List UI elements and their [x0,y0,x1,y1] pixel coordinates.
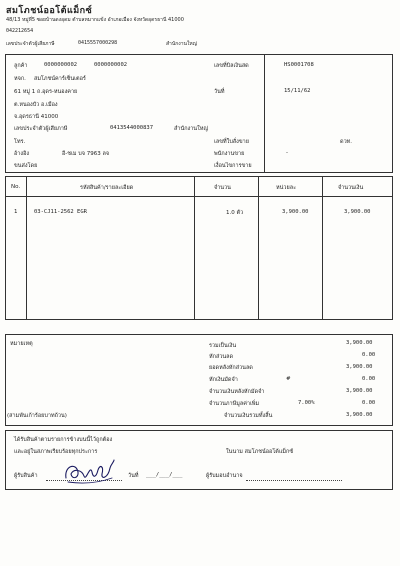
company-name: สมโภชน์ออโต้แม็กซ์ [6,6,93,16]
doc-salesman: - [286,150,288,156]
header-description: รหัสสินค้า/รายละเอียด [80,185,134,191]
items-header-line [5,196,393,197]
authorized-label: ผู้รับมอบอำนาจ [206,473,243,479]
handwritten-signature [62,456,118,486]
customer-code-2: 0000000002 [94,62,128,68]
authorized-sign-line [246,480,342,481]
row-quantity: 1.0 ตัว [226,210,244,216]
doc-no: HS0001708 [284,62,314,68]
summary-label-2: ยอดหลังหักส่วนลด [209,365,253,371]
summary-value-1: 0.00 [362,352,376,358]
summary-extra-3: # [286,376,291,382]
customer-tax-id: 0413544000837 [110,125,154,131]
col-divider-4 [322,176,323,320]
customer-name: สมโภชน์คาร์เซ็นเตอร์ [34,76,86,82]
customer-prefix: หจก. [14,76,26,82]
summary-label-5: จำนวนภาษีมูลค่าเพิ่ม [209,401,260,407]
row-unit-price: 3,900.00 [282,209,309,215]
summary-value-2: 3,900.00 [346,364,373,370]
row-amount: 3,900.00 [344,209,371,215]
doc-no-label: เลขที่บิลเงินสด [214,63,249,69]
company-tax-label: เลขประจำตัวผู้เสียภาษี [6,41,55,47]
customer-divider [264,54,265,173]
customer-code: 0000000002 [44,62,78,68]
customer-code-label: ลูกค้า [14,63,28,69]
remark-label: หมายเหตุ [10,341,33,347]
summary-label-3: หักเงินมัดจำ [209,377,238,383]
items-table [5,176,393,320]
col-divider-2 [194,176,195,320]
doc-sale-no-label: เลขที่ใบสั่งขาย [214,139,249,145]
summary-value-3: 0.00 [362,376,376,382]
doc-term-label: เงื่อนไขการขาย [214,163,252,169]
footer-note-2: และอยู่ในสภาพเรียบร้อยทุกประการ [14,449,98,455]
customer-ship-label: ขนส่งโดย [14,163,38,169]
summary-label-0: รวมเป็นเงิน [209,343,237,349]
summary-extra-5: 7.00% [298,400,315,406]
customer-tel-label: โทร. [14,139,26,145]
customer-ref: อี-ชเม บจ 7963 ลจ [62,151,110,157]
header-quantity: จำนวน [214,185,231,191]
summary-label-4: จำนวนเงินหลังหักมัดจำ [209,389,265,395]
customer-address-1: 61 หมู่ 1 ถ.อุดร-หนองคาย [14,89,78,95]
customer-address-3: จ.อุดรธานี 41000 [14,114,59,120]
doc-salesman-label: พนักงานขาย [214,151,245,157]
summary-value-5: 0.00 [362,400,376,406]
header-amount: จำนวนเงิน [338,185,364,191]
customer-tax-label: เลขประจำตัวผู้เสียภาษี [14,126,68,132]
row-description: 03-CJ11-2562 EGR [34,209,87,215]
amount-in-words: (สามพันเก้าร้อยบาทถ้วน) [7,413,67,419]
doc-date-label: วันที่ [214,89,225,95]
footer-company-sign: ในนาม สมโภชน์ออโต้แม็กซ์ [226,449,294,455]
summary-value-4: 3,900.00 [346,388,373,394]
company-phone: 042212654 [6,28,34,34]
doc-date: 15/11/62 [284,88,311,94]
header-unit-price: หน่วยละ [276,185,297,191]
receive-date-value: ___/___/___ [146,472,183,478]
receive-date-label: วันที่ [128,473,139,479]
summary-value-6: 3,900.00 [346,412,373,418]
customer-address-2: ต.หนองบัว อ.เมือง [14,102,58,108]
company-address: 48/13 หมู่ที่5 ซอยบ้านดงอุดม ตำบลหมากแข้ง อำเภอเมือง จังหวัดอุดรธานี 41000 [6,17,184,23]
col-divider-1 [26,176,27,320]
doc-unit-label: ดวท. [340,139,353,145]
customer-ref-label: อ้างอิง [14,151,30,157]
summary-value-0: 3,900.00 [346,340,373,346]
company-tax-id: 0415557000298 [78,40,118,46]
summary-label-6: จำนวนเงินรวมทั้งสิ้น [224,413,273,419]
header-no: No. [11,184,21,190]
row-no: 1 [14,209,18,215]
receiver-label: ผู้รับสินค้า [14,473,38,479]
col-divider-3 [258,176,259,320]
footer-note-1: ได้รับสินค้าตามรายการข้างบนนี้ไว้ถูกต้อง [14,437,113,443]
summary-label-1: หักส่วนลด [209,354,234,360]
customer-branch: สำนักงานใหญ่ [174,126,209,132]
company-branch: สำนักงานใหญ่ [166,41,197,47]
